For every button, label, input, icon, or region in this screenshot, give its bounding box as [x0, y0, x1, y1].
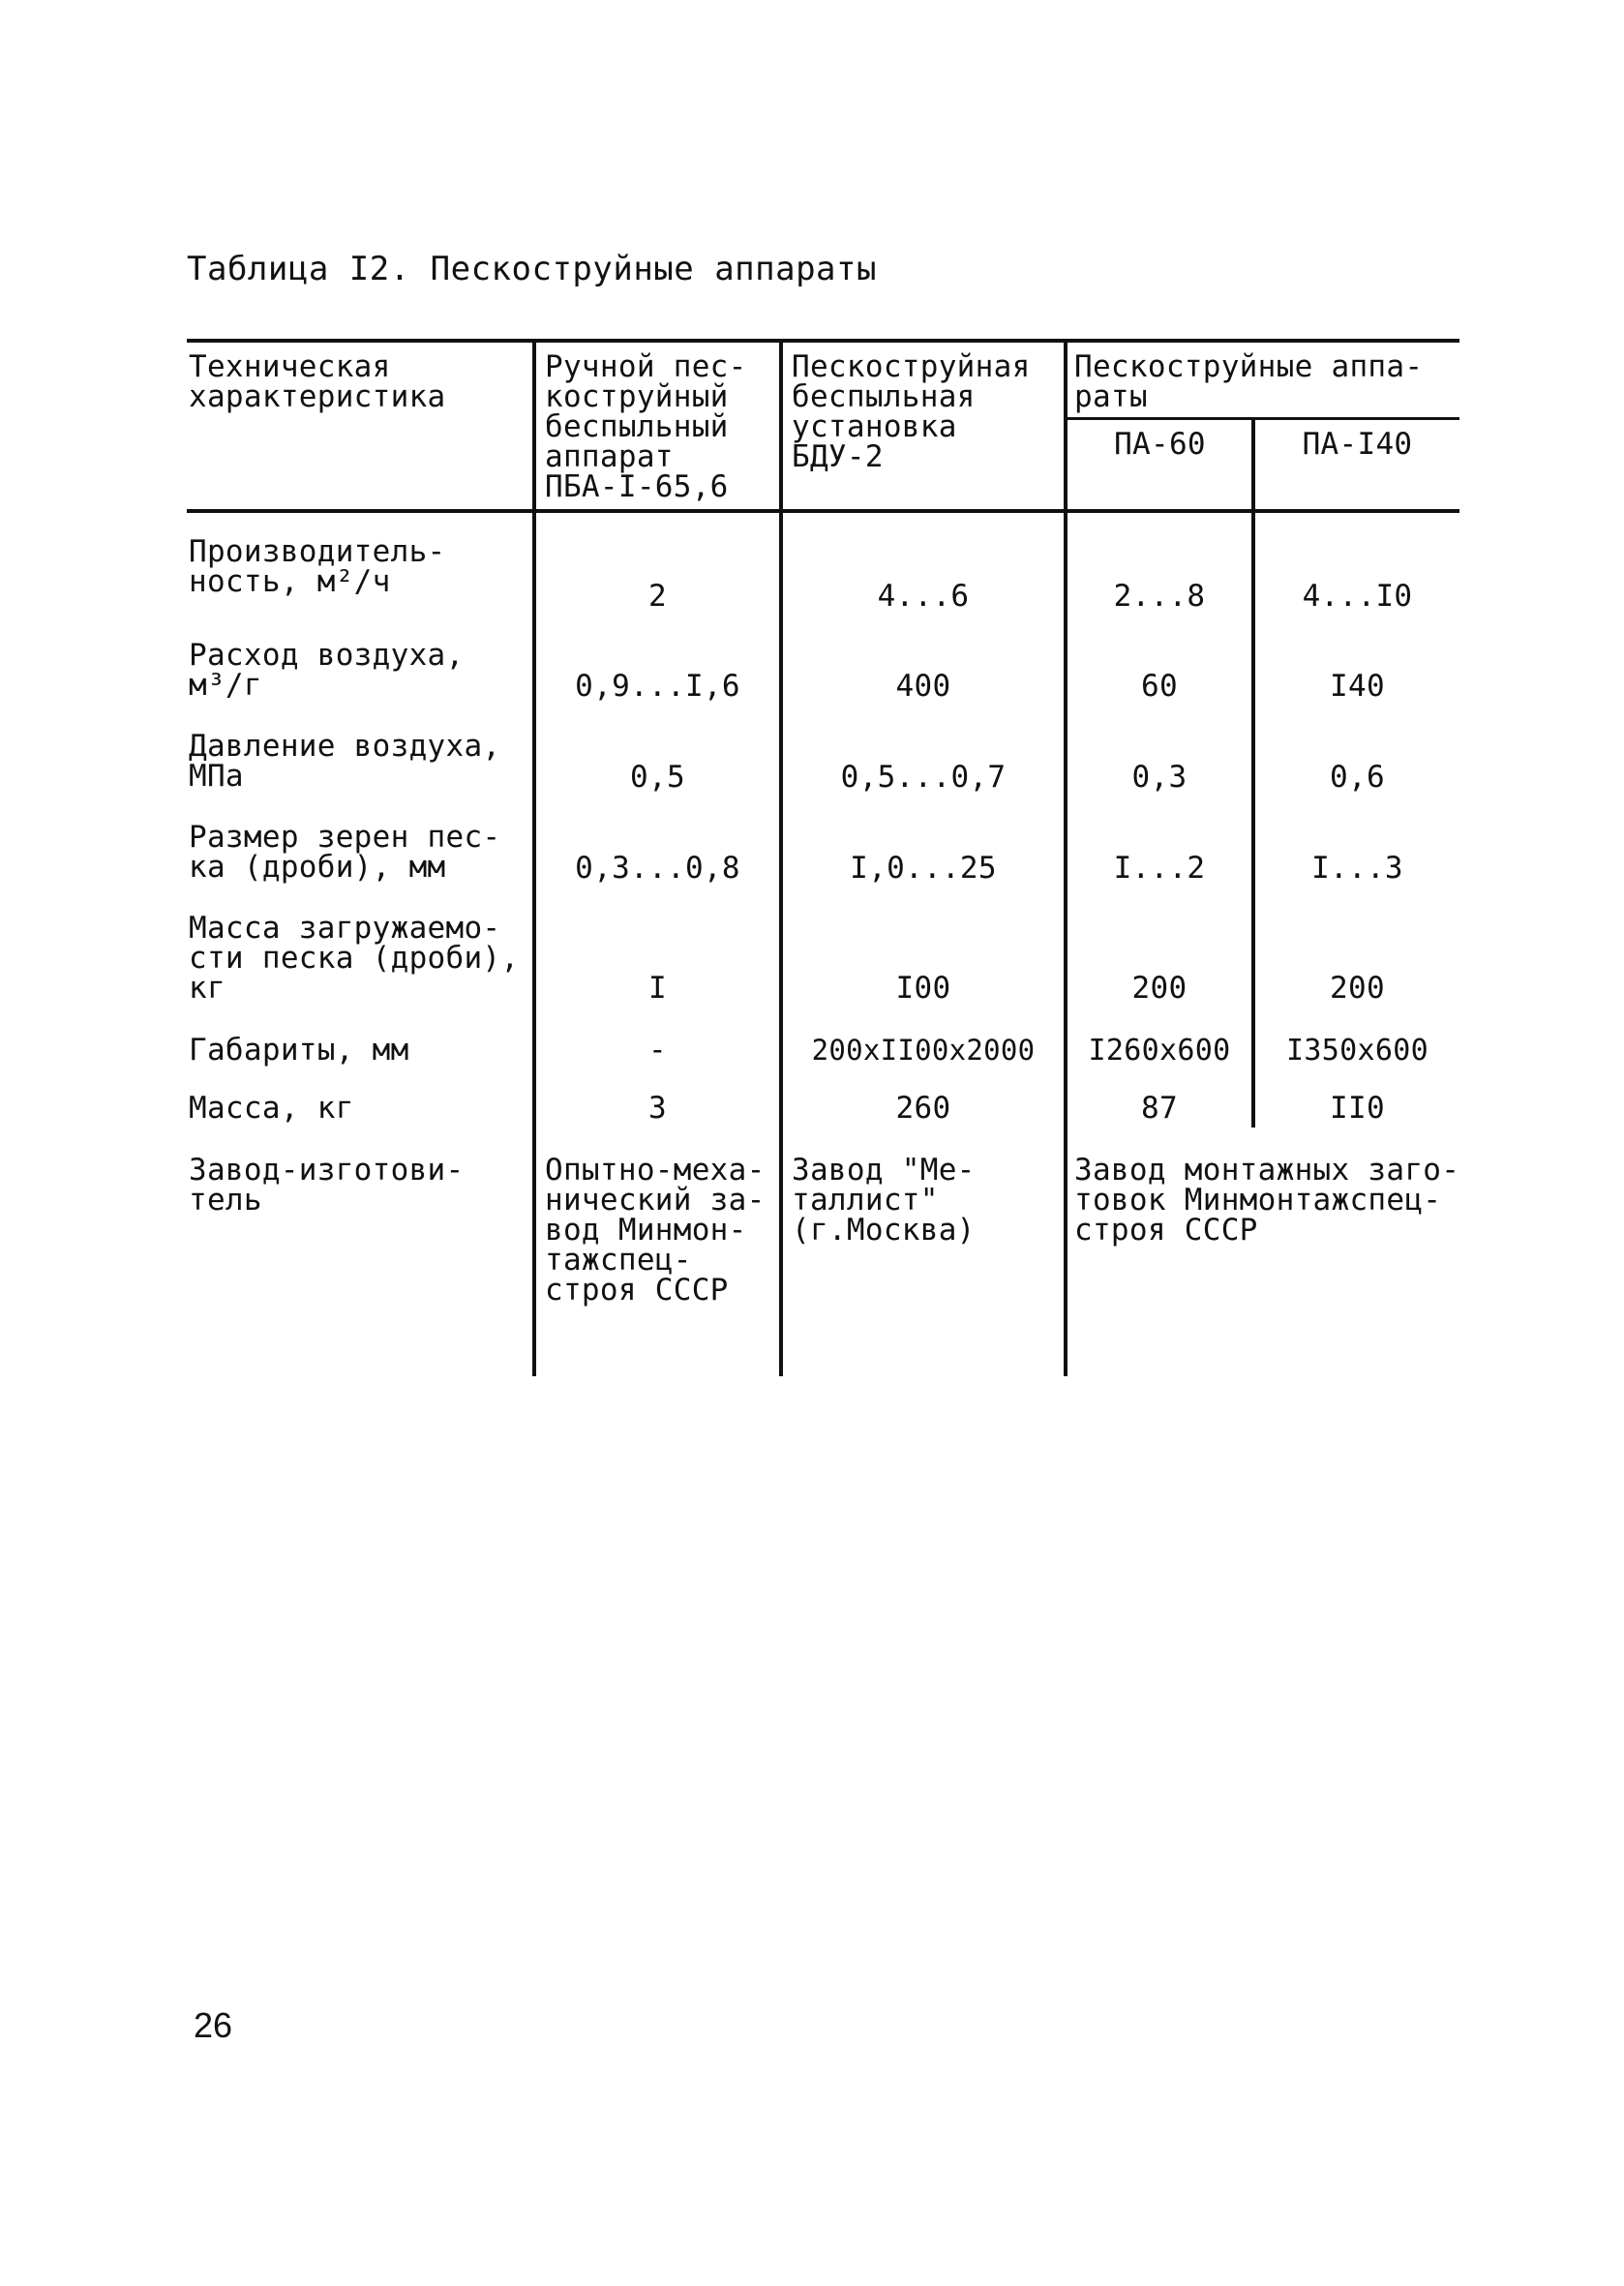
cell-pa60: 200	[1131, 971, 1188, 1006]
table-top-rule	[187, 339, 1459, 343]
row-label: Размер зерен пес- ка (дроби), мм	[189, 820, 501, 885]
table-caption: Таблица I2. Пескоструйные аппараты	[187, 250, 877, 288]
cell-bdu: I,0...25	[850, 851, 997, 886]
cell-bdu: I00	[895, 971, 951, 1006]
cell-bdu: 200xII00x2000	[811, 1034, 1036, 1067]
cell-pa60: I260x600	[1088, 1034, 1231, 1068]
cell-manual: 2	[648, 579, 667, 614]
cell-manual: -	[648, 1033, 667, 1068]
cell-bdu: 0,5...0,7	[840, 760, 1007, 795]
cell-manual: 3	[648, 1091, 667, 1126]
cell-bdu: 400	[895, 669, 951, 704]
cell-pa140: II0	[1330, 1091, 1385, 1126]
cell-pa60: 0,3	[1131, 760, 1188, 795]
cell-bdu: Завод "Ме- таллист" (г.Москва)	[792, 1153, 976, 1248]
row-label: Масса загружаемо- сти песка (дроби), кг	[189, 911, 520, 1006]
row-label: Завод-изготови- тель	[189, 1153, 465, 1218]
cell-pa60: I...2	[1113, 851, 1206, 886]
header-pa-60: ПА-60	[1114, 427, 1206, 462]
cell-pa140: 200	[1330, 971, 1385, 1006]
header-dustless-installation: Пескоструйная беспыльная установка БДУ-2	[792, 349, 1031, 474]
header-bottom-rule	[187, 509, 1459, 513]
row-label: Масса, кг	[189, 1091, 354, 1126]
cell-manual: 0,3...0,8	[575, 851, 740, 886]
page-number: 26	[194, 2005, 233, 2045]
row-label: Производитель- ность, м²/ч	[189, 534, 446, 599]
header-sandblast-group: Пескоструйные аппа- раты	[1074, 349, 1424, 414]
row-label: Габариты, мм	[189, 1033, 409, 1068]
cell-pa140: I350x600	[1286, 1034, 1429, 1068]
cell-pa60: 2...8	[1113, 579, 1206, 614]
row-label: Расход воздуха, м³/г	[189, 638, 465, 703]
cell-pa140: I40	[1330, 669, 1385, 704]
cell-manual: 0,5	[630, 760, 685, 795]
row-label: Давление воздуха, МПа	[189, 729, 501, 794]
cell-pa140: 0,6	[1330, 760, 1385, 795]
cell-pa-manufacturer: Завод монтажных заго- товок Минмонтажспец- строя СССР	[1074, 1153, 1460, 1248]
header-characteristic: Техническая характеристика	[189, 349, 446, 414]
header-pa-140: ПА-I40	[1302, 427, 1413, 462]
cell-manual: I	[648, 971, 667, 1006]
group-header-rule	[1065, 417, 1459, 420]
cell-pa60: 60	[1141, 669, 1178, 704]
cell-pa140: I...3	[1311, 851, 1403, 886]
cell-bdu: 4...6	[877, 579, 970, 614]
cell-pa140: 4...I0	[1302, 579, 1413, 614]
cell-bdu: 260	[895, 1091, 951, 1126]
cell-manual: Опытно-меха- нический за- вод Минмон- тажспец- строя СССР	[545, 1153, 766, 1308]
cell-pa60: 87	[1141, 1091, 1178, 1126]
header-manual-apparatus: Ручной пес- коструйный беспыльный аппарат ПБА-I-65,6	[545, 349, 747, 504]
cell-manual: 0,9...I,6	[575, 669, 740, 704]
